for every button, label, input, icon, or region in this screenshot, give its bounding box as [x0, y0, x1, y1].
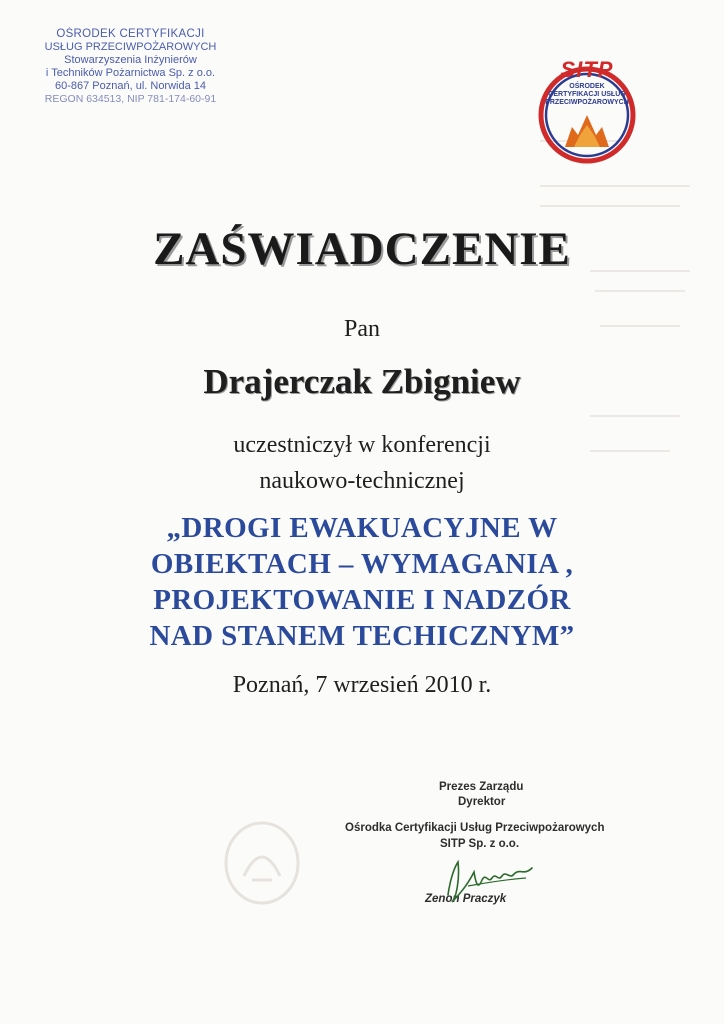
topic-line: NAD STANEM TECHICZNYM” [149, 620, 575, 652]
stamp-line: REGON 634513, NIP 781-174-60-91 [44, 93, 217, 105]
show-through-line [595, 290, 685, 292]
logo-subtitle: PRZECIWPOŻAROWYCH [545, 99, 629, 106]
handwritten-signature-icon [440, 850, 540, 910]
stamp-line: Stowarzyszenia Inżynierów [64, 54, 197, 66]
recipient-name: Drajerczak Zbigniew [203, 362, 521, 401]
logo-acronym: SITP [560, 57, 614, 82]
signer-role: Dyrektor [458, 796, 506, 808]
stamp-line: 60-867 Poznań, ul. Norwida 14 [54, 80, 207, 92]
embossed-seal-icon [222, 818, 302, 908]
show-through-line [540, 185, 690, 187]
stamp-line: OŚRODEK CERTYFIKACJI [56, 28, 205, 40]
logo-subtitle: OŚRODEK [569, 83, 605, 90]
salutation: Pan [344, 316, 380, 342]
show-through-line [590, 415, 680, 417]
topic-line: „DROGI EWAKUACYJNE W [166, 512, 558, 544]
conference-topic [0, 510, 724, 654]
signer-role: Prezes Zarządu [439, 781, 524, 793]
participation-text: uczestniczył w konferencji [233, 432, 491, 458]
logo-subtitle: CERTYFIKACJI USŁUG [548, 91, 626, 98]
signer-organization: Ośrodka Certyfikacji Usług Przeciwpożarowych [345, 822, 605, 834]
stamp-line: USŁUG PRZECIWPOŻAROWYCH [44, 41, 217, 53]
topic-line: OBIEKTACH – WYMAGANIA , [150, 548, 574, 580]
certificate-title: ZAŚWIADCZENIE [153, 223, 571, 275]
company-stamp [18, 28, 243, 106]
stamp-line: i Techników Pożarnictwa Sp. z o.o. [45, 67, 216, 79]
show-through-line [540, 205, 680, 207]
sitp-logo [532, 55, 642, 165]
signer-name: Zenon Praczyk [425, 893, 507, 905]
signer-organization: SITP Sp. z o.o. [440, 838, 520, 850]
place-date: Poznań, 7 wrzesień 2010 r. [232, 672, 492, 698]
topic-line: PROJEKTOWANIE I NADZÓR [153, 584, 571, 616]
participation-text: naukowo-technicznej [259, 468, 465, 494]
